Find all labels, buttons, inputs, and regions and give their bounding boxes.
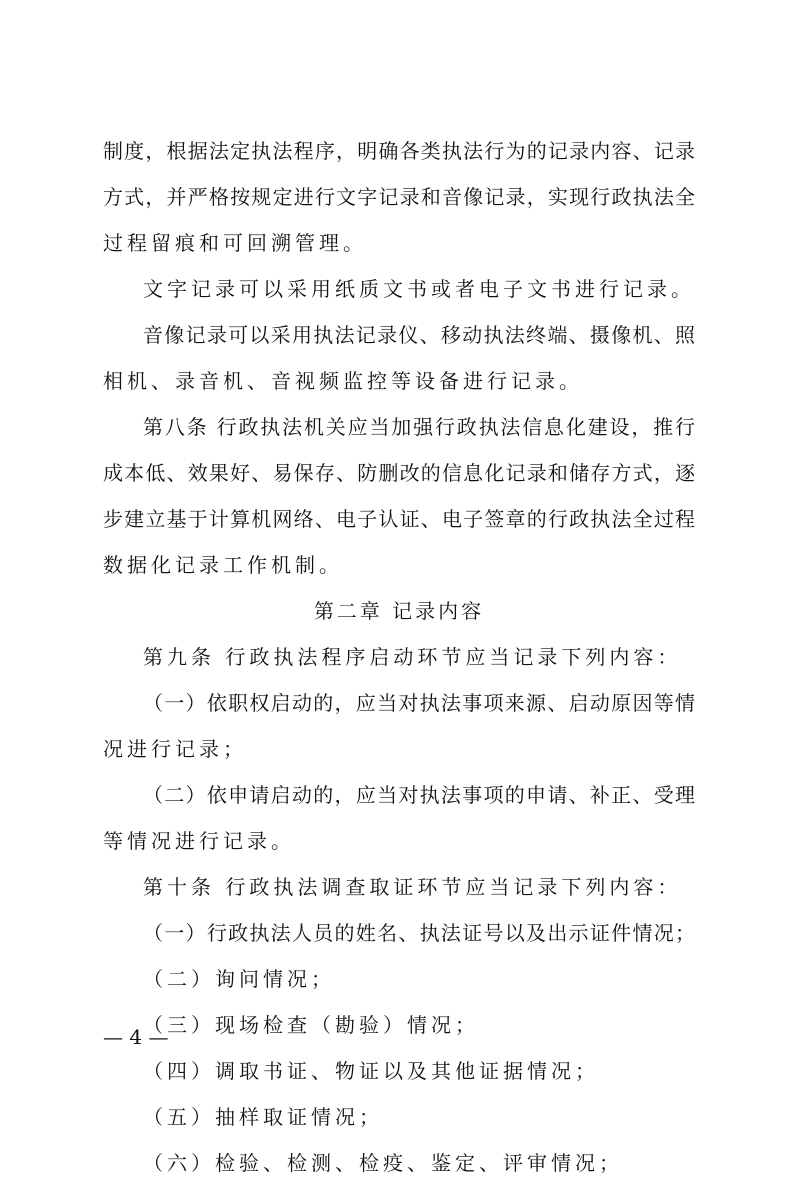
text-line: 制度，根据法定执法程序，明确各类执法行为的记录内容、记录 [103, 139, 695, 163]
list-item: （二）依申请启动的，应当对执法事项的申请、补正、受理 [143, 783, 695, 807]
list-item: （一）依职权启动的，应当对执法事项来源、启动原因等情 [143, 691, 695, 715]
article-9-heading-line: 第九条 行政执法程序启动环节应当记录下列内容： [143, 645, 682, 669]
text-line: 音像记录可以采用执法记录仪、移动执法终端、摄像机、照 [143, 323, 695, 347]
chapter-heading: 第二章 记录内容 [313, 599, 485, 623]
text-line: 数据化记录工作机制。 [103, 553, 343, 577]
list-item: （三）现场检查（勘验）情况； [143, 1013, 479, 1037]
list-item: （六）检验、检测、检疫、鉴定、评审情况； [143, 1151, 623, 1175]
document-body [103, 128, 695, 1186]
text-line: 步建立基于计算机网络、电子认证、电子签章的行政执法全过程 [103, 507, 695, 531]
text-line: 成本低、效果好、易保存、防删改的信息化记录和储存方式，逐 [103, 461, 695, 485]
list-item: （四）调取书证、物证以及其他证据情况； [143, 1059, 599, 1083]
text-line: 过程留痕和可回溯管理。 [103, 231, 367, 255]
page-number: — 4 — [103, 1025, 169, 1049]
list-item: （二）询问情况； [143, 967, 335, 991]
text-line: 况进行记录； [103, 737, 247, 761]
text-line: 文字记录可以采用纸质文书或者电子文书进行记录。 [143, 277, 695, 301]
list-item: （五）抽样取证情况； [143, 1105, 383, 1129]
text-line: 等情况进行记录。 [103, 829, 295, 853]
article-10-heading-line: 第十条 行政执法调查取证环节应当记录下列内容： [143, 875, 682, 899]
text-line: 相机、录音机、音视频监控等设备进行记录。 [103, 369, 583, 393]
text-line: 方式，并严格按规定进行文字记录和音像记录，实现行政执法全 [103, 185, 695, 209]
article-8-heading-line: 第八条 行政执法机关应当加强行政执法信息化建设，推行 [143, 415, 695, 439]
list-item: （一）行政执法人员的姓名、执法证号以及出示证件情况； [143, 921, 695, 945]
